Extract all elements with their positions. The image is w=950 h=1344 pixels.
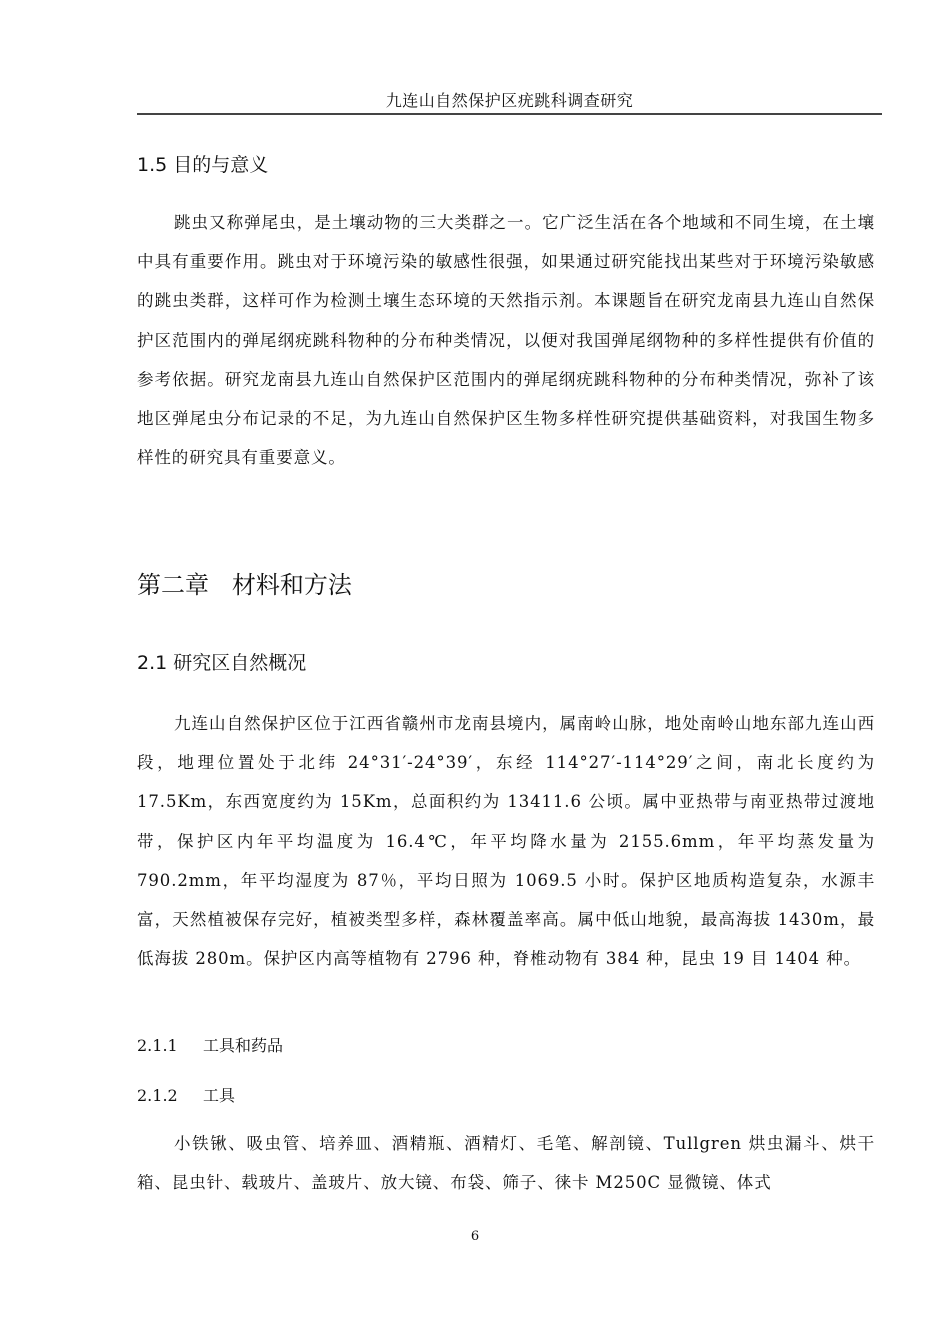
section-heading-2-1: 2.1 研究区自然概况	[137, 652, 307, 674]
section-heading-1-5: 1.5 目的与意义	[137, 154, 269, 176]
chapter-heading-2: 第二章 材料和方法	[137, 571, 352, 599]
subsection-title: 工具	[203, 1086, 236, 1105]
subsection-number: 2.1.1	[137, 1036, 178, 1055]
subsection-heading-2-1-1	[137, 1035, 283, 1057]
paragraph-purpose-significance: 跳虫又称弹尾虫，是土壤动物的三大类群之一。它广泛生活在各个地域和不同生境，在土壤中具有重要作用。跳虫对于环境污染的敏感性很强，如果通过研究能找出某些对于环境污染敏感的跳虫类群，这样可作为检测土壤生态环境的天然指示剂。本课题旨在研究龙南县九连山自然保护区范围内的弹尾纲疣跳科物种的分布种类情况，以便对我国弹尾纲物种的多样性提供有价值的参考依据。研究龙南县九连山自然保护区范围内的弹尾纲疣跳科物种的分布种类情况，弥补了该地区弹尾虫分布记录的不足，为九连山自然保护区生物多样性研究提供基础资料，对我国生物多样性的研究具有重要意义。	[137, 213, 875, 468]
paragraph-tools-list: 小铁锹、吸虫管、培养皿、酒精瓶、酒精灯、毛笔、解剖镜、Tullgren 烘虫漏斗、烘干箱、昆虫针、载玻片、盖玻片、放大镜、布袋、筛子、徕卡 M250C 显微镜、体式	[137, 1134, 875, 1193]
header-rule	[137, 113, 882, 115]
subsection-title: 工具和药品	[203, 1036, 284, 1055]
page-number: 6	[470, 1229, 480, 1244]
paragraph-natural-overview: 九连山自然保护区位于江西省赣州市龙南县境内，属南岭山脉，地处南岭山地东部九连山西段，地理位置处于北纬 24°31′-24°39′，东经 114°27′-114°29′之间，南北长度约为 17.5Km，东西宽度约为 15Km，总面积约为 13411.6 公顷。属中亚热带与南亚热带过渡地带，保护区内年平均温度为 16.4℃，年平均降水量为 2155.6mm，年平均蒸发量为 790.2mm，年平均湿度为 87％，平均日照为 1069.5 小时。保护区地质构造复杂，水源丰富，天然植被保存完好，植被类型多样，森林覆盖率高。属中低山地貌，最高海拔 1430m，最低海拔 280m。保护区内高等植物有 2796 种，脊椎动物有 384 种，昆虫 19 目 1404 种。	[137, 714, 875, 969]
subsection-heading-2-1-2	[137, 1085, 235, 1107]
running-header: 九连山自然保护区疣跳科调查研究	[385, 91, 634, 110]
subsection-number: 2.1.2	[137, 1086, 178, 1105]
